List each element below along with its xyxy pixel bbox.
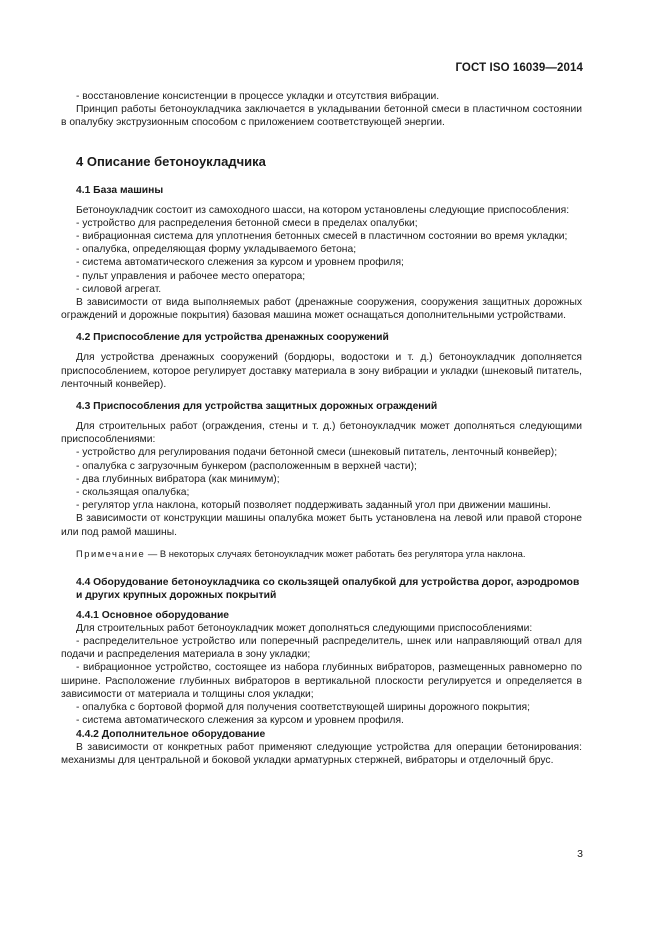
s41-para: - система автоматического слежения за курсом и уровнем профиля;: [76, 257, 404, 269]
s43-para: Для строительных работ (ограждения, стены и т. д.) бетоноукладчик может дополняться следующими приспособлениями:: [61, 421, 582, 446]
s41-para: - опалубка, определяющая форму укладываемого бетона;: [76, 244, 357, 256]
section-4-4-2-title: 4.4.2 Дополнительное оборудование: [76, 728, 266, 740]
s43-para: В зависимости от конструкции машины опалубка может быть установлена на левой или правой стороне или под рамой машины.: [61, 513, 582, 538]
intro-line-1: - восстановление консистенции в процессе укладки и отсутствия вибрации.: [76, 91, 440, 102]
section-4-2-title: 4.2 Приспособление для устройства дренажных сооружений: [76, 332, 389, 344]
s441-para: - опалубка с бортовой формой для получения соответствующей ширины дорожного покрытия;: [76, 702, 530, 714]
s442-para: В зависимости от конкретных работ применяют следующие устройства для операции бетонирования: механизмы для центральной и боковой укладки арматурных стержней, вибраторы и отделочный брус.: [61, 741, 582, 766]
s441-para: - распределительное устройство или поперечный распределитель, шнек или направляющий отвал для подачи и распределения материала в зону укладки;: [61, 636, 582, 661]
section-4-title: 4 Описание бетоноукладчика: [76, 153, 266, 169]
s41-para: - пульт управления и рабочее место оператора;: [76, 270, 306, 282]
standard-header: ГОСТ ISO 16039—2014: [455, 62, 583, 74]
section-4-1-title: 4.1 База машины: [76, 184, 164, 196]
note-text: — В некоторых случаях бетоноукладчик может работать без регулятора угла наклона.: [147, 547, 526, 559]
s41-para: - силовой агрегат.: [76, 283, 162, 295]
s43-para: - скользящая опалубка;: [76, 487, 190, 499]
s42-para: Для устройства дренажных сооружений (бордюры, водостоки и т. д.) бетоноукладчик дополняется приспособлением, которое регулирует доставку материала в зону вибрации и укладки (шнековый питатель, ленточный конвейер).: [61, 352, 582, 390]
page-number: 3: [577, 848, 583, 860]
s43-note: [76, 548, 582, 560]
intro-line-2: Принцип работы бетоноукладчика заключается в укладывании бетонной смеси в пластичном состоянии в опалубку экструзионным способом с приложением соответствующей энергии.: [61, 104, 582, 129]
s43-para: - регулятор угла наклона, который позволяет поддерживать заданный угол при движении машины.: [76, 500, 551, 512]
s41-para: - устройство для распределения бетонной смеси в пределах опалубки;: [76, 217, 418, 229]
s41-para: - вибрационная система для уплотнения бетонных смесей в пластичном состоянии во время укладки;: [76, 231, 568, 243]
s441-para: Для строительных работ бетоноукладчик может дополняться следующими приспособлениями:: [76, 622, 533, 634]
section-4-3-title: 4.3 Приспособления для устройства защитных дорожных ограждений: [76, 401, 438, 413]
note-label: Примечание: [76, 547, 146, 559]
s41-para: В зависимости от вида выполняемых работ (дренажные сооружения, сооружения защитных дорожных ограждений и дорожные покрытия) базовая машина может оснащаться дополнительными устройствами.: [61, 297, 582, 322]
s441-para: - вибрационное устройство, состоящее из набора глубинных вибраторов, размещенных равномерно по ширине. Расположение глубинных вибраторов в вертикальной плоскости регулируется и определяется в зависимости от материала и толщины слоя укладки;: [61, 662, 582, 700]
s43-para: - устройство для регулирования подачи бетонной смеси (шнековый питатель, ленточный конвейер);: [76, 447, 558, 459]
page-content: [61, 90, 582, 767]
section-4-4-title: 4.4 Оборудование бетоноукладчика со скользящей опалубкой для устройства дорог, аэродромов и других крупных дорожных покрытий: [76, 576, 580, 601]
section-4-4-1-title: 4.4.1 Основное оборудование: [76, 609, 230, 621]
s41-para: Бетоноукладчик состоит из самоходного шасси, на котором установлены следующие приспособления:: [76, 204, 570, 216]
s441-para: - система автоматического слежения за курсом и уровнем профиля.: [76, 715, 404, 727]
s43-para: - опалубка с загрузочным бункером (расположенным в верхней части);: [76, 460, 417, 472]
s43-para: - два глубинных вибратора (как минимум);: [76, 473, 280, 485]
